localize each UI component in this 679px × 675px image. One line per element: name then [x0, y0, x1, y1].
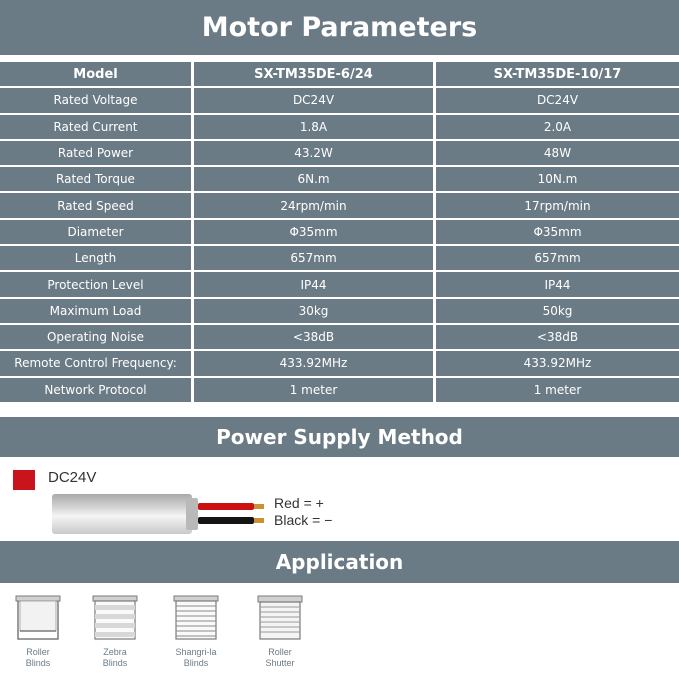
parameter-name-cell: Rated Power	[0, 141, 194, 167]
cable-body	[52, 494, 192, 534]
parameter-name-cell: Protection Level	[0, 272, 194, 298]
parameter-value-cell: Φ35mm	[194, 220, 436, 246]
parameter-value-cell: 433.92MHz	[194, 351, 436, 377]
parameter-value-cell: 1 meter	[436, 378, 679, 404]
roller-blind-icon	[15, 595, 61, 641]
parameter-value-cell: 43.2W	[194, 141, 436, 167]
application-section-title: Application	[275, 550, 404, 574]
table-row	[0, 272, 679, 298]
parameter-value-cell: 1.8A	[194, 115, 436, 141]
parameter-value-cell: 48W	[436, 141, 679, 167]
table-row	[0, 167, 679, 193]
application-item-shangri-la-blinds	[166, 595, 226, 669]
red-wire	[198, 503, 254, 510]
black-wire	[198, 517, 254, 524]
roller-shutter-icon	[257, 595, 303, 641]
parameter-value-cell: 50kg	[436, 299, 679, 325]
parameter-name-cell: Remote Control Frequency:	[0, 351, 194, 377]
table-row	[0, 115, 679, 141]
parameter-value-cell: 2.0A	[436, 115, 679, 141]
table-row	[0, 378, 679, 404]
parameter-value-cell: 657mm	[436, 246, 679, 272]
table-body	[0, 88, 679, 404]
parameter-value-cell: IP44	[436, 272, 679, 298]
parameter-value-cell: IP44	[194, 272, 436, 298]
table-row	[0, 351, 679, 377]
table-row	[0, 246, 679, 272]
table-row	[0, 325, 679, 351]
parameter-table	[0, 62, 679, 404]
red-wire-tip	[254, 504, 264, 509]
red-wire-label: Red = +	[274, 495, 324, 511]
application-item-roller-shutter	[250, 595, 310, 669]
parameter-value-cell: 30kg	[194, 299, 436, 325]
table-row	[0, 193, 679, 219]
parameter-name-cell: Length	[0, 246, 194, 272]
parameter-value-cell: 1 meter	[194, 378, 436, 404]
parameter-name-cell: Diameter	[0, 220, 194, 246]
parameter-name-cell: Maximum Load	[0, 299, 194, 325]
dc-color-swatch	[13, 470, 35, 490]
parameter-value-cell: 433.92MHz	[436, 351, 679, 377]
parameter-value-cell: DC24V	[194, 88, 436, 114]
application-caption: Shangri-la Blinds	[175, 647, 217, 668]
table-header-row	[0, 62, 679, 88]
parameter-value-cell: Φ35mm	[436, 220, 679, 246]
parameter-name-cell: Rated Speed	[0, 193, 194, 219]
parameter-value-cell: <38dB	[436, 325, 679, 351]
application-caption: Roller Shutter	[265, 647, 295, 668]
application-section-banner	[0, 541, 679, 583]
parameter-value-cell: 17rpm/min	[436, 193, 679, 219]
shangri-la-blind-icon	[173, 595, 219, 641]
parameter-value-cell: 657mm	[194, 246, 436, 272]
cable-sheath	[186, 498, 198, 530]
page-title-banner	[0, 0, 679, 55]
header-cell-model-b: SX-TM35DE-10/17	[436, 62, 679, 88]
black-wire-tip	[254, 518, 264, 523]
header-cell-model: Model	[0, 62, 194, 88]
zebra-blind-icon	[92, 595, 138, 641]
parameter-value-cell: DC24V	[436, 88, 679, 114]
table-row	[0, 88, 679, 114]
header-cell-model-a: SX-TM35DE-6/24	[194, 62, 436, 88]
application-item-roller-blinds	[8, 595, 68, 669]
parameter-value-cell: 6N.m	[194, 167, 436, 193]
page-title: Motor Parameters	[201, 12, 478, 43]
dc-type-label: DC24V	[48, 469, 97, 486]
parameter-name-cell: Rated Current	[0, 115, 194, 141]
table-row	[0, 141, 679, 167]
parameter-value-cell: 24rpm/min	[194, 193, 436, 219]
parameter-name-cell: Operating Noise	[0, 325, 194, 351]
parameter-name-cell: Rated Torque	[0, 167, 194, 193]
black-wire-label: Black = −	[274, 512, 333, 528]
power-section-banner	[0, 417, 679, 457]
table-row	[0, 220, 679, 246]
application-caption: Roller Blinds	[25, 647, 51, 668]
parameter-value-cell: <38dB	[194, 325, 436, 351]
parameter-name-cell: Rated Voltage	[0, 88, 194, 114]
power-section-title: Power Supply Method	[216, 425, 463, 449]
application-caption: Zebra Blinds	[102, 647, 128, 668]
parameter-value-cell: 10N.m	[436, 167, 679, 193]
parameter-name-cell: Network Protocol	[0, 378, 194, 404]
table-row	[0, 299, 679, 325]
application-item-zebra-blinds	[85, 595, 145, 669]
